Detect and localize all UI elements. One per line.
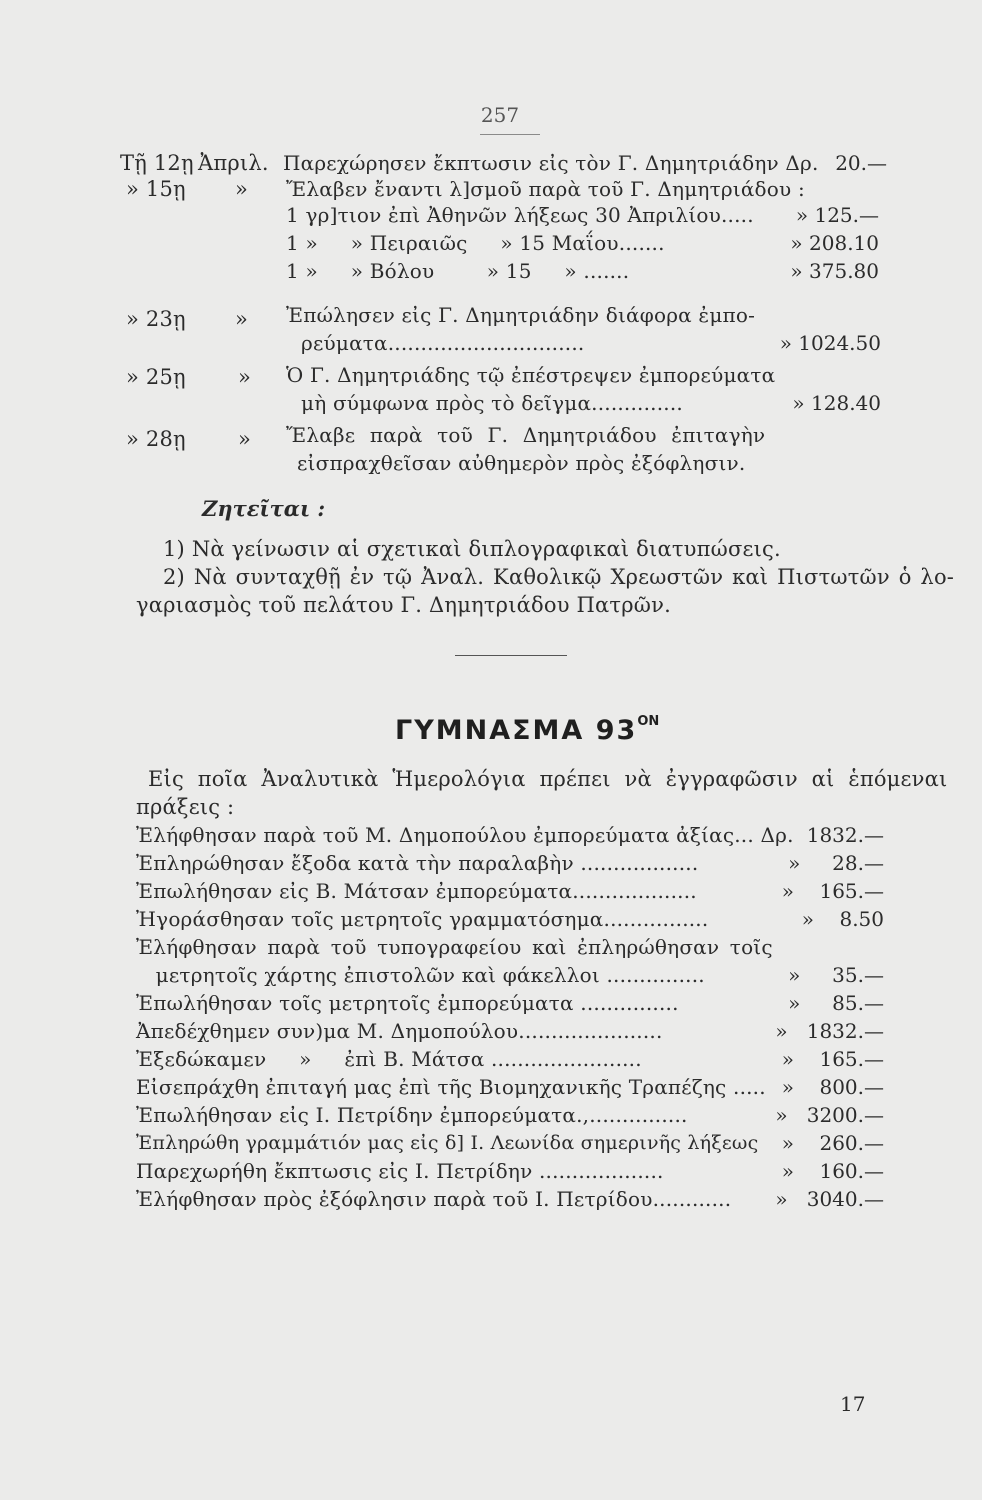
transaction-amount: » 800.—: [781, 1075, 884, 1099]
entry-month: Ἀπριλ.: [198, 151, 269, 175]
entry-ditto: »: [235, 177, 249, 201]
requirement-item: γαριασμὸς τοῦ πελάτου Γ. Δημητριάδου Πατρῶν.: [136, 593, 671, 617]
requirements-label: Ζητεῖται :: [202, 496, 326, 521]
transaction-text: Ἐπληρώθη γραμμάτιόν μας εἰς δ] Ι. Λεωνίδα σημερινῆς λήξεως: [136, 1132, 759, 1154]
requirement-item: 2) Νὰ συνταχθῇ ἐν τῷ Ἀναλ. Καθολικῷ Χρεωστῶν καὶ Πιστωτῶν ὁ λο-: [163, 565, 955, 589]
transaction-amount: » 8.50: [801, 907, 884, 931]
transaction-amount: » 3200.—: [775, 1103, 884, 1127]
entry-text: Παρεχώρησεν ἔκπτωσιν εἰς τὸν Γ. Δημητριάδην Δρ.: [283, 151, 819, 175]
section-divider: [455, 655, 567, 656]
entry-ditto: »: [238, 365, 252, 389]
requirement-item: 1) Νὰ γείνωσιν αἱ σχετικαὶ διπλογραφικαὶ διατυπώσεις.: [163, 537, 781, 561]
transaction-text: Ἐπληρώθησαν ἔξοδα κατὰ τὴν παραλαβὴν ..................: [136, 851, 699, 875]
transaction-amount: » 260.—: [781, 1131, 884, 1155]
entry-amount: 20.—: [835, 151, 887, 175]
transaction-amount: » 165.—: [781, 879, 884, 903]
transaction-text: Ἐπωλήθησαν εἰς Ι. Πετρίδην ἐμπορεύματα.,...............: [136, 1103, 688, 1127]
entry-amount: » 128.40: [792, 391, 881, 415]
exercise-heading-text: ΓΥΜΝΑΣΜΑ 93: [395, 715, 638, 746]
entry-amount: » 1024.50: [779, 331, 881, 355]
exercise-heading-suffix: ΟΝ: [637, 714, 660, 729]
transaction-text: Ἐλήφθησαν πρὸς ἐξόφλησιν παρὰ τοῦ Ι. Πετρίδου............: [136, 1187, 732, 1211]
exercise-heading: [395, 714, 659, 746]
transaction-text: Ἐλήφθησαν παρὰ τοῦ τυπογραφείου καὶ ἐπληρώθησαν τοῖς: [136, 935, 773, 959]
entry-date: » 23ῃ: [126, 307, 186, 331]
entry-text: ρεύματα..............................: [301, 331, 585, 355]
transaction-text: μετρητοῖς χάρτης ἐπιστολῶν καὶ φάκελλοι ...............: [136, 963, 705, 987]
transaction-amount: » 3040.—: [775, 1187, 884, 1211]
page-number-bottom: 17: [840, 1392, 866, 1416]
transaction-text: Ἐξεδώκαμεν » ἐπὶ Β. Μάτσα .......................: [136, 1047, 642, 1071]
page-number-top: 257: [480, 103, 520, 127]
entry-ditto: »: [238, 427, 252, 451]
transaction-text: Εἰσεπράχθη ἐπιταγή μας ἐπὶ τῆς Βιομηχανικῆς Τραπέζης .....: [136, 1075, 766, 1099]
transaction-text: Ἐπωλήθησαν τοῖς μετρητοῖς ἐμπορεύματα ...............: [136, 991, 679, 1015]
entry-text: 1 » » Βόλου » 15 » .......: [286, 259, 630, 283]
entry-text: εἰσπραχθεῖσαν αὐθημερὸν πρὸς ἐξόφλησιν.: [297, 451, 746, 475]
entry-date: » 28ῃ: [126, 427, 186, 451]
transaction-amount: » 35.—: [788, 963, 884, 987]
transaction-text: Ἀπεδέχθημεν συν)μα Μ. Δημοπούλου......................: [136, 1019, 663, 1043]
entry-text: Ἔλαβεν ἔναντι λ]σμοῦ παρὰ τοῦ Γ. Δημητριάδου :: [286, 177, 805, 201]
entry-text: 1 γρ]τιον ἐπὶ Ἀθηνῶν λήξεως 30 Ἀπριλίου.....: [286, 203, 754, 227]
question-text: Εἰς ποῖα Ἀναλυτικὰ Ἡμερολόγια πρέπει νὰ ἐγγραφῶσιν αἱ ἑπόμεναι: [148, 767, 948, 791]
transaction-amount: » 85.—: [788, 991, 884, 1015]
transaction-amount: » 28.—: [788, 851, 884, 875]
transaction-text: Ἐλήφθησαν παρὰ τοῦ Μ. Δημοπούλου ἐμπορεύματα ἀξίας... Δρ.: [136, 823, 794, 847]
entry-amount: » 125.—: [795, 203, 879, 227]
transaction-text: Ἐπωλήθησαν εἰς Β. Μάτσαν ἐμπορεύματα...................: [136, 879, 697, 903]
transaction-amount: » 1832.—: [775, 1019, 884, 1043]
header-rule: [480, 134, 540, 135]
entry-date: Τῇ 12ῃ: [120, 151, 194, 175]
transaction-text: Ἠγοράσθησαν τοῖς μετρητοῖς γραμματόσημα................: [136, 907, 709, 931]
entry-amount: » 208.10: [790, 231, 879, 255]
transaction-amount: 1832.—: [806, 823, 884, 847]
transaction-text: Παρεχωρήθη ἔκπτωσις εἰς Ι. Πετρίδην ...................: [136, 1159, 664, 1183]
entry-date: » 25ῃ: [126, 365, 186, 389]
entry-text: Ἔλαβε παρὰ τοῦ Γ. Δημητριάδου ἐπιταγὴν: [286, 423, 766, 447]
entry-date: » 15ῃ: [126, 177, 186, 201]
transaction-amount: » 165.—: [781, 1047, 884, 1071]
entry-text: μὴ σύμφωνα πρὸς τὸ δεῖγμα..............: [301, 391, 683, 415]
transaction-amount: » 160.—: [781, 1159, 884, 1183]
entry-text: Ὁ Γ. Δημητριάδης τῷ ἐπέστρεψεν ἐμπορεύματα: [286, 363, 776, 387]
entry-amount: » 375.80: [790, 259, 879, 283]
entry-text: Ἐπώλησεν εἰς Γ. Δημητριάδην διάφορα ἐμπο-: [286, 303, 756, 327]
question-text: πράξεις :: [136, 795, 235, 819]
entry-text: 1 » » Πειραιῶς » 15 Μαΐου.......: [286, 231, 665, 255]
entry-ditto: »: [235, 307, 249, 331]
